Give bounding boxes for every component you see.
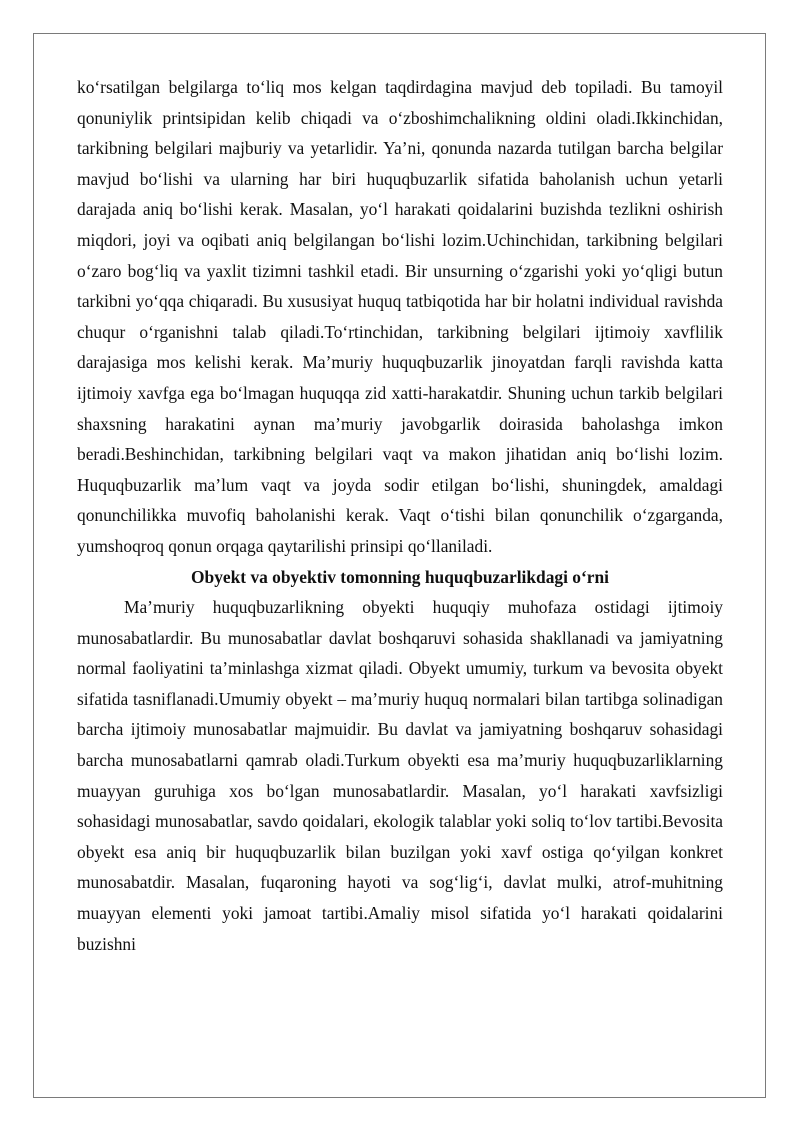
section-heading: Obyekt va obyektiv tomonning huquqbuzarlikdagi o‘rni xyxy=(191,566,609,587)
body-paragraph: ko‘rsatilgan belgilarga to‘liq mos kelgan taqdirdagina mavjud deb topiladi. Bu tamoyil qonuniylik printsipidan kelib chiqadi va o‘zboshimchalikning oldini oladi.Ikkinchidan, tarkibning belgilari majburiy va yetarlidir. Ya’ni, qonunda nazarda tutilgan barcha belgilar mavjud bo‘lishi va ularning har biri huquqbuzarlik sifatida baholanish uchun yetarli darajada aniq bo‘lishi kerak. Masalan, yo‘l harakati qoidalarini buzishda tezlikni oshirish miqdori, joyi va oqibati aniq belgilangan bo‘lishi lozim.Uchinchidan, tarkibning belgilari o‘zaro bog‘liq va yaxlit tizimni tashkil etadi. Bir unsurning o‘zgarishi yoki yo‘qligi butun tarkibni yo‘qqa chiqaradi. Bu xususiyat huquq tatbiqotida har bir holatni individual ravishda chuqur o‘rganishni talab qiladi.To‘rtinchidan, tarkibning belgilari ijtimoiy xavflilik darajasiga mos kelishi kerak. Ma’muriy huquqbuzarlik jinoyatdan farqli ravishda katta ijtimoiy xavfga ega bo‘lmagan huquqqa zid xatti-harakatdir. Shuning uchun tarkib belgilari shaxsning harakatini aynan ma’muriy javobgarlik doirasida baholashga imkon beradi.Beshinchidan, tarkibning belgilari vaqt va makon jihatidan aniq bo‘lishi lozim. Huquqbuzarlik ma’lum vaqt va joyda sodir etilgan bo‘lishi, shuningdek, amaldagi qonunchilikka muvofiq baholanishi kerak. Vaqt o‘tishi bilan qonunchilik o‘zgarganda, yumshoqroq qonun orqaga qaytarilishi prinsipi qo‘llaniladi. xyxy=(77,77,723,556)
body-paragraph: Ma’muriy huquqbuzarlikning obyekti huquqiy muhofaza ostidagi ijtimoiy munosabatlardir. Bu munosabatlar davlat boshqaruvi sohasida shakllanadi va jamiyatning normal faoliyatini ta’minlashga xizmat qiladi. Obyekt umumiy, turkum va bevosita obyekt sifatida tasniflanadi.Umumiy obyekt – ma’muriy huquq normalari bilan tartibga solinadigan barcha ijtimoiy munosabatlar majmuidir. Bu davlat va jamiyatning boshqaruv sohasidagi barcha munosabatlarni qamrab oladi.Turkum obyekti esa ma’muriy huquqbuzarliklarning muayyan guruhiga xos bo‘lgan munosabatlardir. Masalan, yo‘l harakati xavfsizligi sohasidagi munosabatlar, savdo qoidalari, ekologik talablar yoki soliq to‘lov tartibi.Bevosita obyekt esa aniq bir huquqbuzarlik bilan buzilgan yoki xavf ostiga qo‘yilgan konkret munosabatdir. Masalan, fuqaroning hayoti va sog‘lig‘i, davlat mulki, atrof-muhitning muayyan elementi yoki jamoat tartibi.Amaliy misol sifatida yo‘l harakati qoidalarini buzishni xyxy=(77,597,723,954)
document-body xyxy=(77,72,723,959)
